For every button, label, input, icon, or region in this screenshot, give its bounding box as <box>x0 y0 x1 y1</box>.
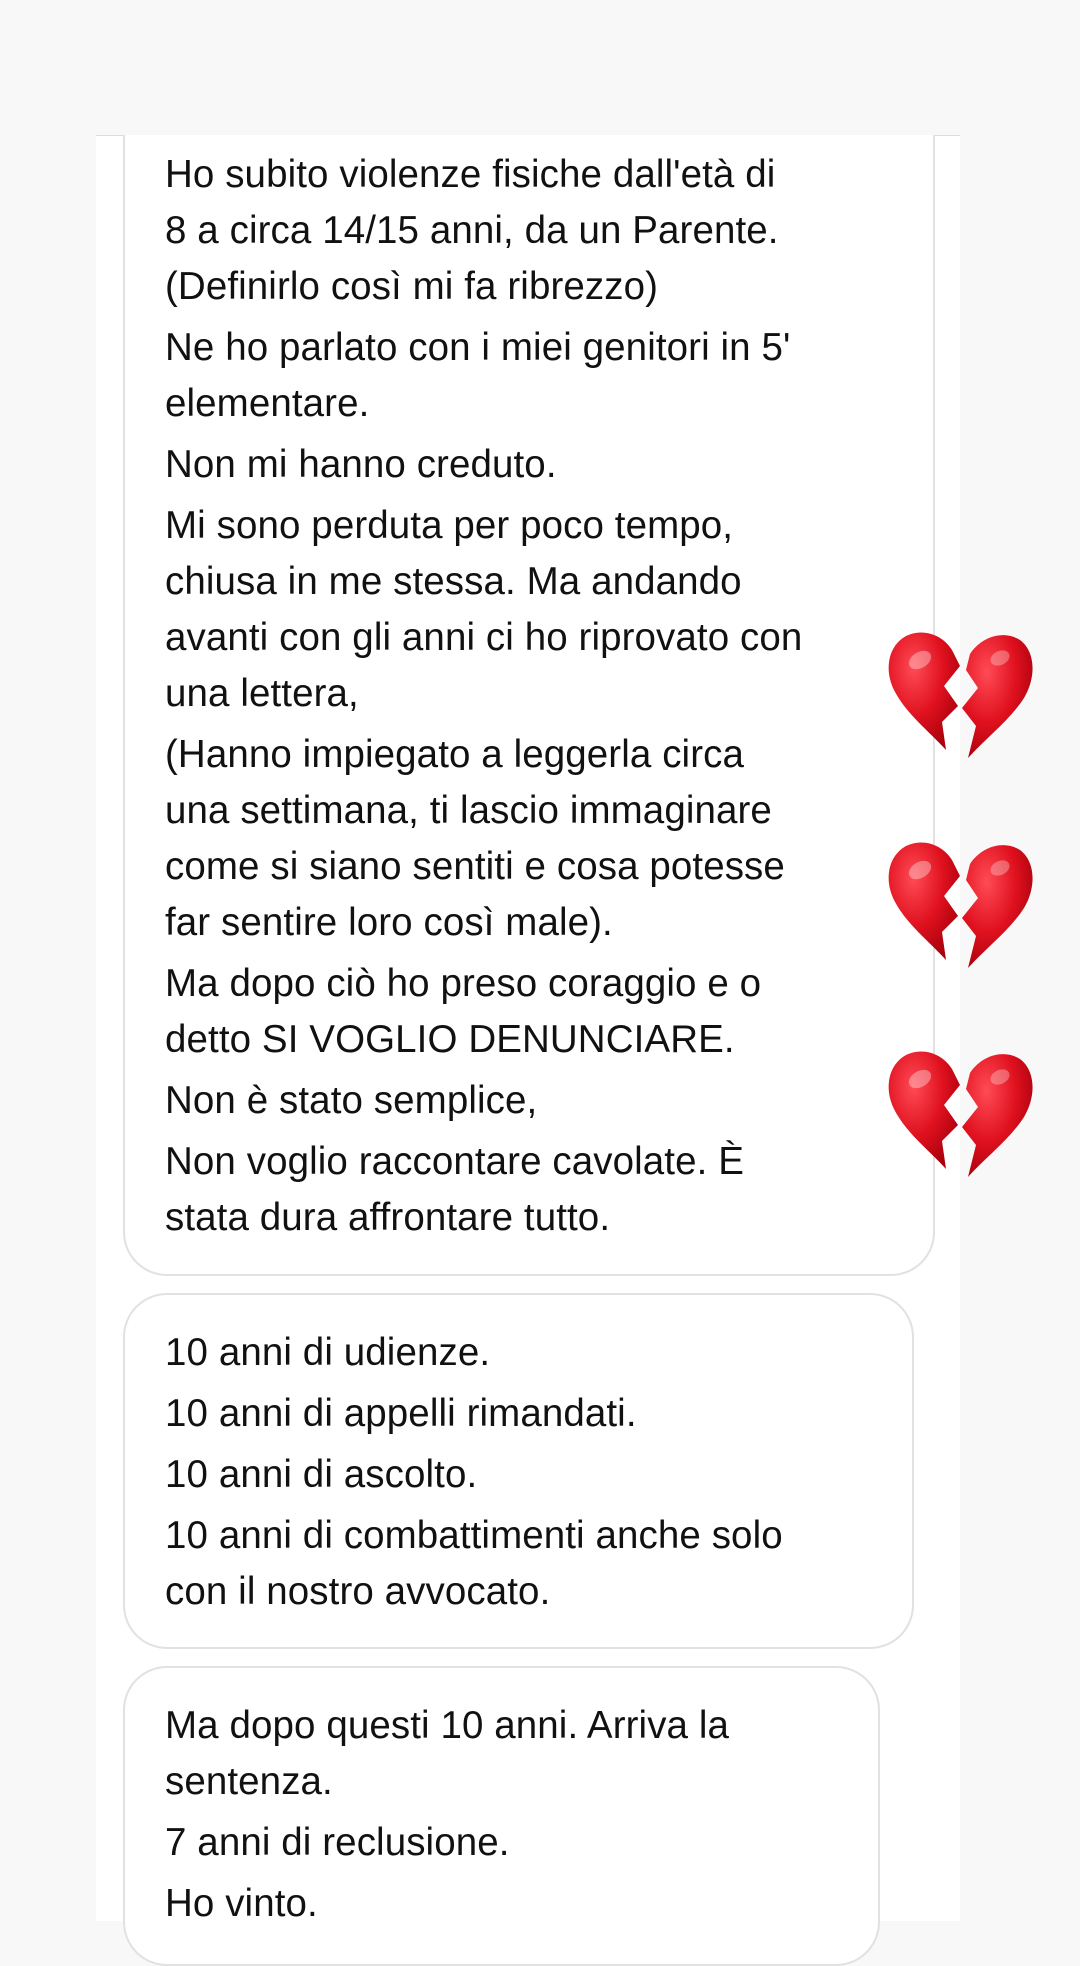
broken-heart-icon <box>886 836 1034 974</box>
message-line: 7 anni di reclusione. <box>165 1821 510 1864</box>
message-line: Non voglio raccontare cavolate. È <box>165 1140 744 1183</box>
message-line: 10 anni di appelli rimandati. <box>165 1392 637 1435</box>
message-line: come si siano sentiti e cosa potesse <box>165 845 785 888</box>
message-line: Ma dopo ciò ho preso coraggio e o <box>165 962 762 1005</box>
broken-heart-icon <box>886 626 1034 764</box>
message-line: Mi sono perduta per poco tempo, <box>165 504 734 547</box>
message-line: con il nostro avvocato. <box>165 1570 551 1613</box>
message-line: stata dura affrontare tutto. <box>165 1196 611 1239</box>
message-line: 10 anni di ascolto. <box>165 1453 478 1496</box>
message-line: far sentire loro così male). <box>165 901 613 944</box>
message-line: detto SI VOGLIO DENUNCIARE. <box>165 1018 735 1061</box>
message-bubble[interactable] <box>123 1666 880 1966</box>
message-line: una settimana, ti lascio immaginare <box>165 789 772 832</box>
message-line: una lettera, <box>165 672 359 715</box>
message-line: (Definirlo così mi fa ribrezzo) <box>165 265 659 308</box>
message-line: elementare. <box>165 382 370 425</box>
message-line: Non mi hanno creduto. <box>165 443 557 486</box>
message-line: 8 a circa 14/15 anni, da un Parente. <box>165 209 779 252</box>
message-line: avanti con gli anni ci ho riprovato con <box>165 616 803 659</box>
message-line: 10 anni di udienze. <box>165 1331 491 1374</box>
message-bubble[interactable] <box>123 1293 914 1649</box>
message-line: (Hanno impiegato a leggerla circa <box>165 733 744 776</box>
message-line: Ne ho parlato con i miei genitori in 5' <box>165 326 791 369</box>
message-line: sentenza. <box>165 1760 333 1803</box>
broken-heart-icon <box>886 1045 1034 1183</box>
message-line: Ho subito violenze fisiche dall'età di <box>165 153 776 196</box>
message-line: 10 anni di combattimenti anche solo <box>165 1514 783 1557</box>
message-line: chiusa in me stessa. Ma andando <box>165 560 742 603</box>
message-line: Ma dopo questi 10 anni. Arriva la <box>165 1704 730 1747</box>
message-line: Ho vinto. <box>165 1882 318 1925</box>
message-line: Non è stato semplice, <box>165 1079 538 1122</box>
message-bubble[interactable] <box>123 135 935 1276</box>
